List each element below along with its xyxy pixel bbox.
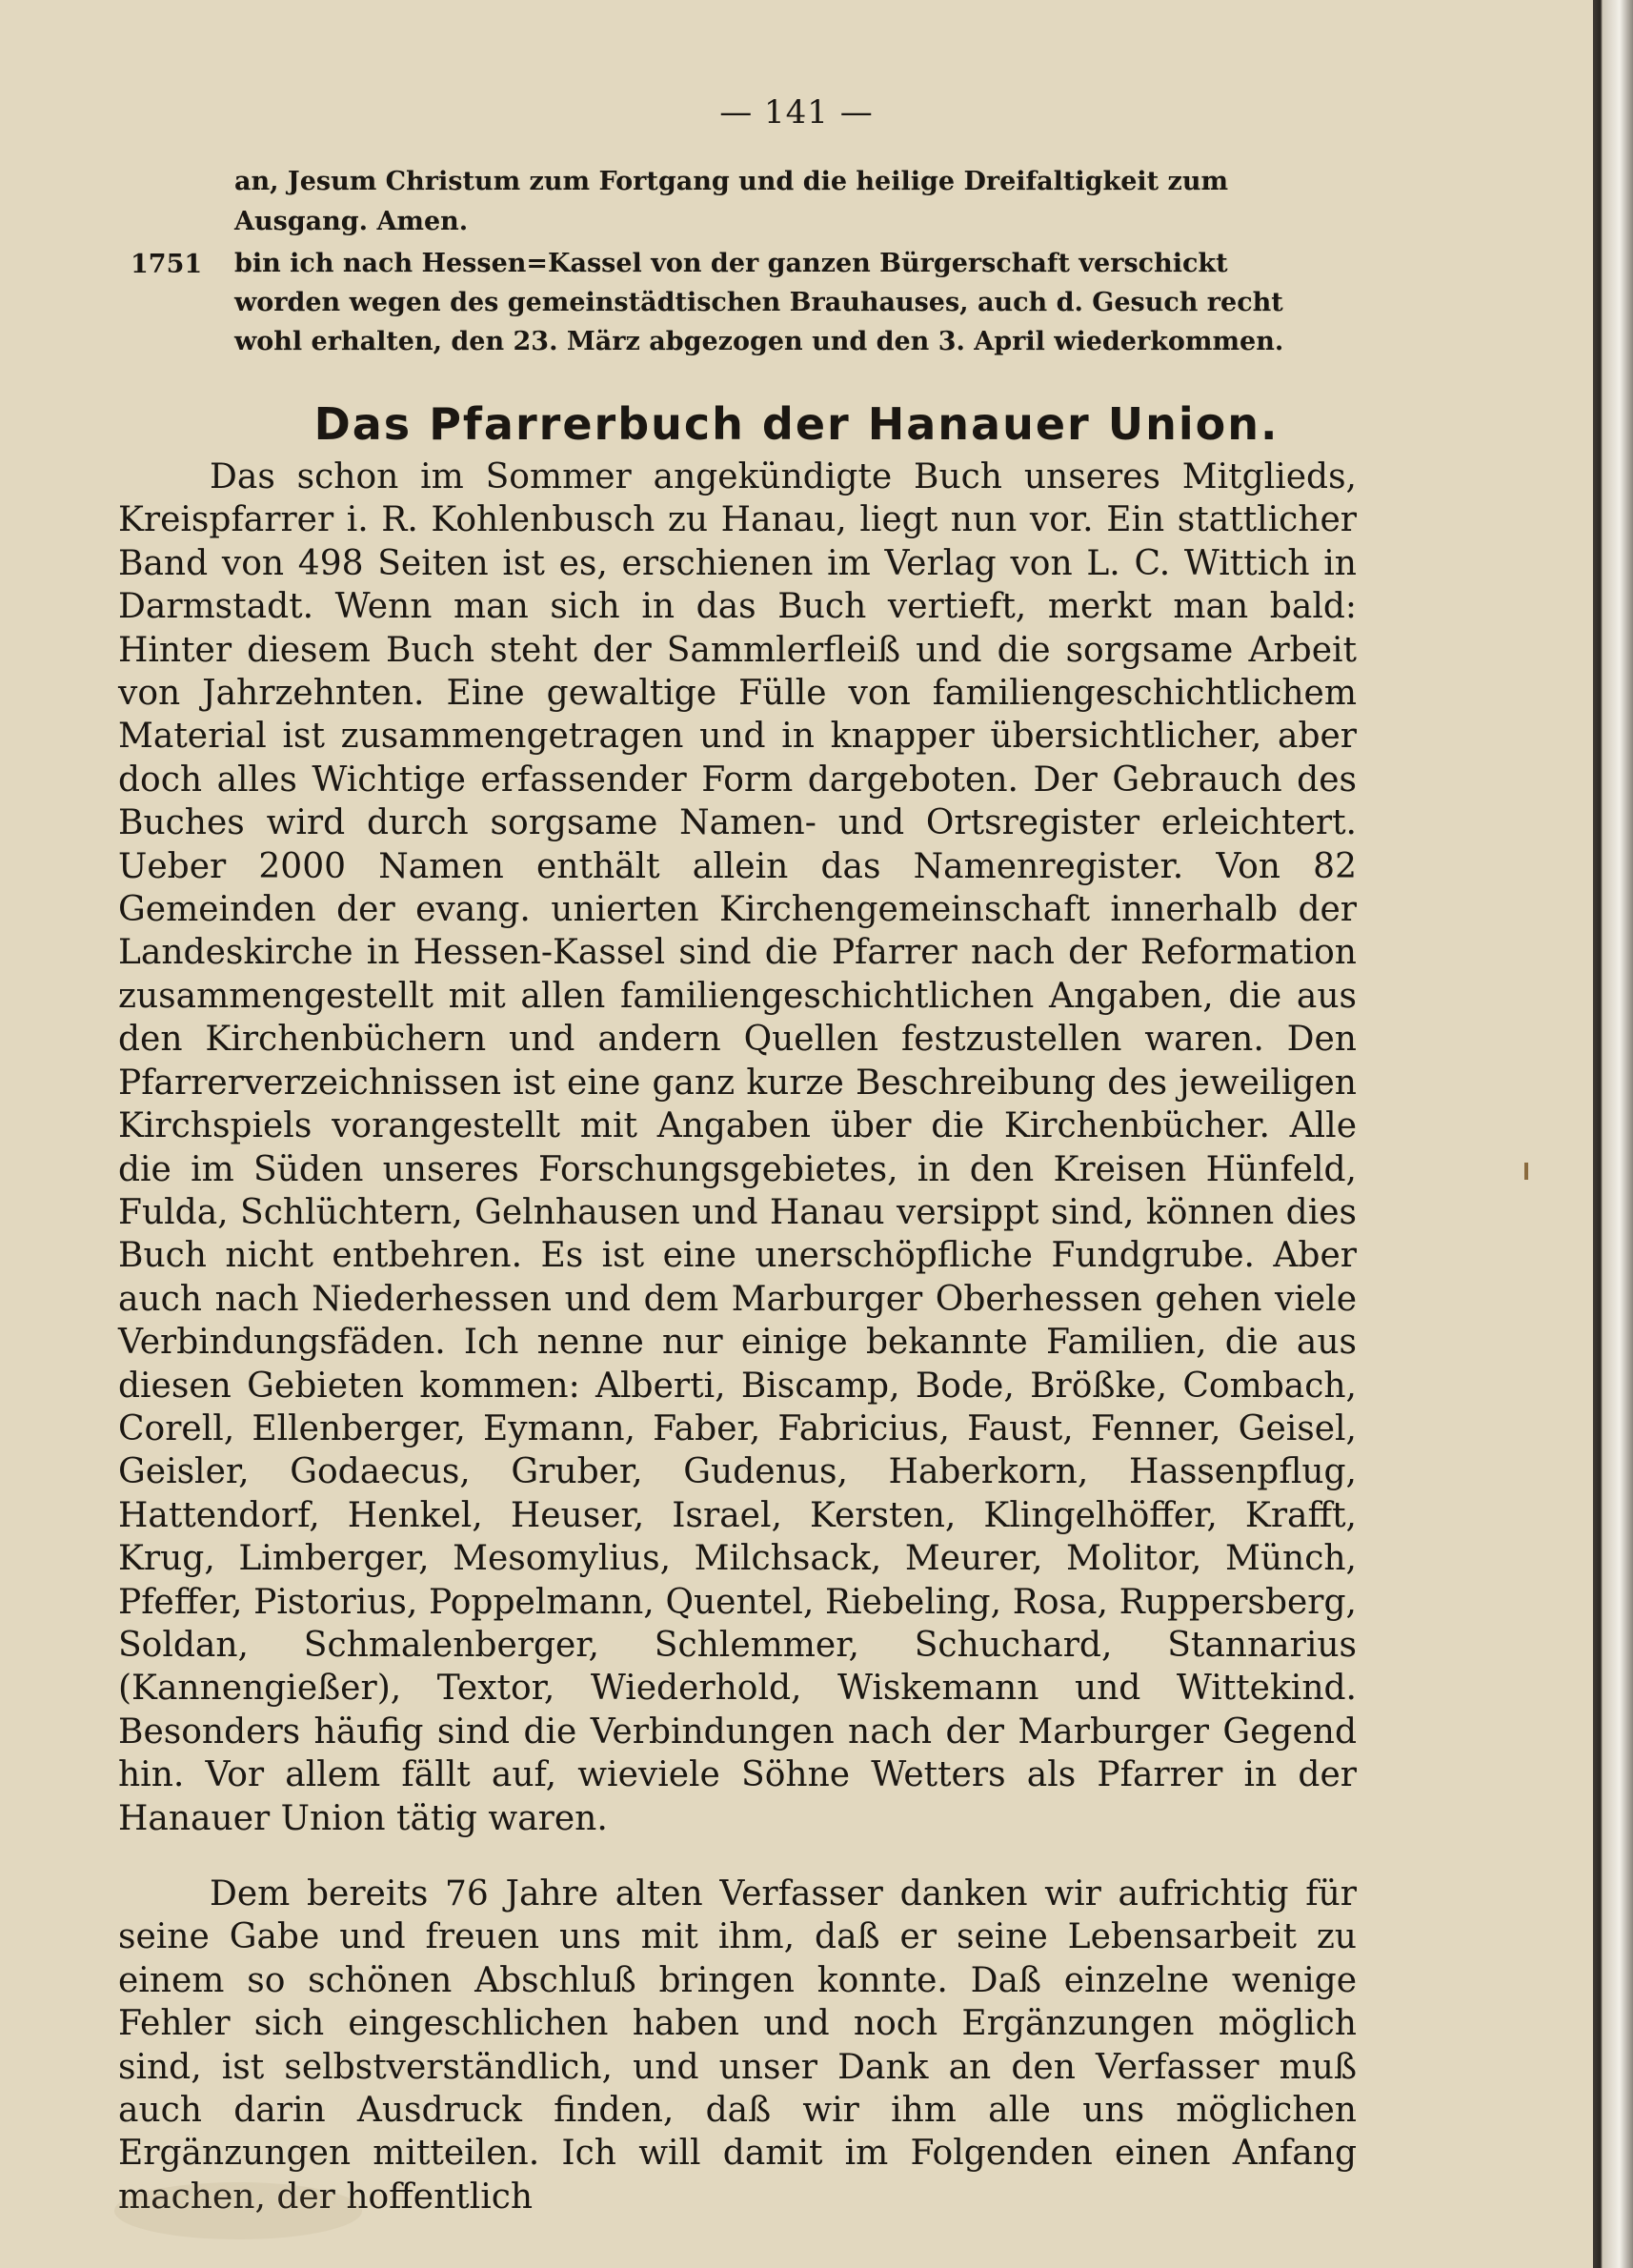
paper-stain	[114, 2182, 362, 2239]
page-mark	[1524, 1163, 1528, 1180]
article-body	[118, 456, 1357, 2218]
book-gutter	[1593, 0, 1633, 2268]
page-number: — 141 —	[719, 93, 874, 132]
article-paragraph: Das schon im Sommer angekündigte Buch unseres Mitglieds, Kreispfarrer i. R. Kohlenbusch zu Hanau, liegt nun vor. Ein stattlicher Band von 498 Seiten ist es, erschienen im Verlag von L. C. Wittich in Darmstadt. Wenn man sich in das Buch vertieft, merkt man bald: Hinter diesem Buch steht der Sammlerfleiß und die sorgsame Arbeit von Jahrzehnten. Eine gewaltige Fülle von familiengeschichtlichem Material ist zusammengetragen und in knapper übersichtlicher, aber doch alles Wichtige erfassender Form dargeboten. Der Gebrauch des Buches wird durch sorgsame Namen- und Ortsregister erleichtert. Ueber 2000 Namen enthält allein das Namenregister. Von 82 Gemeinden der evang. unierten Kirchengemeinschaft innerhalb der Landeskirche in Hessen-Kassel sind die Pfarrer nach der Reformation zusammengestellt mit allen familiengeschichtlichen Angaben, die aus den Kirchenbüchern und andern Quellen festzustellen waren. Den Pfarrerverzeichnissen ist eine ganz kurze Beschreibung des jeweiligen Kirchspiels vorangestellt mit Angaben über die Kirchenbücher. Alle die im Süden unseres Forschungsgebietes, in den Kreisen Hünfeld, Fulda, Schlüchtern, Gelnhausen und Hanau versippt sind, können dies Buch nicht entbehren. Es ist eine unerschöpfliche Fundgrube. Aber auch nach Niederhessen und dem Marburger Oberhessen gehen viele Verbindungsfäden. Ich nenne nur einige bekannte Familien, die aus diesen Gebieten kommen: Alberti, Biscamp, Bode, Brößke, Combach, Corell, Ellenberger, Eymann, Faber, Fabricius, Faust, Fenner, Geisel, Geisler, Godaecus, Gruber, Gudenus, Haberkorn, Hassenpflug, Hattendorf, Henkel, Heuser, Israel, Kersten, Klingelhöffer, Krafft, Krug, Limberger, Mesomylius, Milchsack, Meurer, Molitor, Münch, Pfeffer, Pistorius, Poppelmann, Quentel, Riebeling, Rosa, Ruppersberg, Soldan, Schmalenberger, Schlemmer, Schuchard, Stannarius (Kannengießer), Textor, Wiederhold, Wiskemann und Wittekind. Besonders häufig sind die Verbindungen nach der Marburger Gegend hin. Vor allem fällt auf, wieviele Söhne Wetters als Pfarrer in der Hanauer Union tätig waren.	[118, 457, 1357, 1838]
entry-year: 1751	[131, 250, 203, 279]
entry-text: bin ich nach Hessen=Kassel von der ganzen Bürgerschaft verschickt worden wegen des gemeinstädtischen Brauhauses, auch d. Gesuch recht wohl erhalten, den 23. März abgezogen und den 3. April wiederkommen.	[234, 249, 1284, 356]
article-title: Das Pfarrerbuch der Hanauer Union.	[313, 398, 1280, 450]
entry-continuation: an, Jesum Christum zum Fortgang und die heilige Dreifaltigkeit zum Ausgang. Amen.	[234, 167, 1229, 236]
article-paragraph: Dem bereits 76 Jahre alten Verfasser danken wir aufrichtig für seine Gabe und freuen uns mit ihm, daß er seine Lebensarbeit zu einem so schönen Abschluß bringen konnte. Daß einzelne wenige Fehler sich eingeschlichen haben und noch Ergänzungen möglich sind, ist selbstverständlich, und unser Dank an den Verfasser muß auch darin Ausdruck finden, daß wir ihm alle uns möglichen Ergänzungen mitteilen. Ich will damit im Folgenden einen Anfang machen, der hoffentlich	[118, 1874, 1357, 2217]
